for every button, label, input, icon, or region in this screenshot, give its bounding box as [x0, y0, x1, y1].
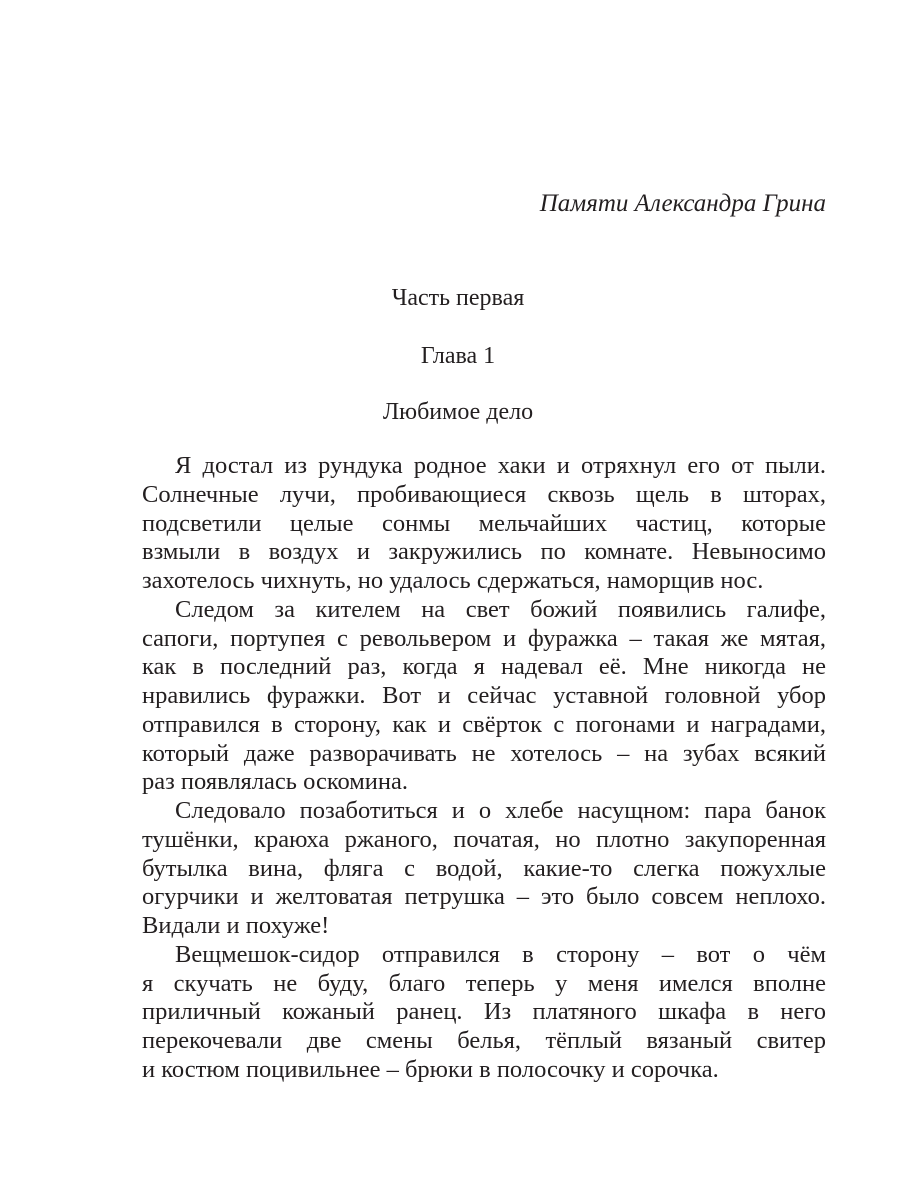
text-line: Солнечные лучи, пробивающиеся сквозь щель в шторах, [142, 480, 826, 508]
text-line: бутылка вина, фляга с водой, какие-то слегка пожухлые [142, 854, 826, 882]
text-line: нравились фуражки. Вот и сейчас уставной головной убор [142, 682, 826, 709]
text-line: подсветили целые сонмы мельчайших частиц, которые [142, 509, 826, 537]
text-line: приличный кожаный ранец. Из платяного шкафа в него [142, 998, 826, 1026]
text-line: огурчики и желтоватая петрушка – это было совсем неплохо. [142, 883, 826, 911]
text-line: который даже разворачивать не хотелось – на зубах всякий [142, 739, 826, 767]
text-line: Следом за кителем на свет божий появились галифе, [175, 595, 826, 623]
chapter-title: Любимое дело [382, 399, 534, 425]
text-line: раз появлялась оскомина. [142, 768, 409, 796]
text-line: перекочевали две смены белья, тёплый вязаный свитер [142, 1027, 826, 1054]
text-line: Видали и похуже! [142, 912, 330, 939]
text-line: Следовало позаботиться и о хлебе насущном: пара банок [175, 797, 826, 824]
text-line: сапоги, портупея с револьвером и фуражка – такая же мятая, [142, 624, 826, 652]
text-line: взмыли в воздух и закружились по комнате. Невыносимо [142, 538, 826, 566]
body-text [142, 452, 826, 1085]
part-title: Часть первая [391, 285, 525, 311]
text-line: тушёнки, краюха ржаного, початая, но плотно закупоренная [142, 825, 826, 853]
text-line: Вещмешок-сидор отправился в сторону – вот о чём [175, 940, 826, 968]
epigraph: Памяти Александра Грина [539, 190, 826, 217]
text-line: я скучать не буду, благо теперь у меня имелся вполне [142, 969, 826, 997]
chapter-number: Глава 1 [420, 343, 496, 369]
text-line: Я достал из рундука родное хаки и отряхнул его от пыли. [175, 452, 826, 479]
text-line: как в последний раз, когда я надевал её. Мне никогда не [142, 653, 826, 681]
text-line: отправился в сторону, как и свёрток с погонами и наградами, [142, 710, 826, 738]
text-line: и костюм поцивильнее – брюки в полосочку и сорочка. [142, 1055, 719, 1083]
text-line: захотелось чихнуть, но удалось сдержаться, наморщив нос. [142, 567, 764, 594]
